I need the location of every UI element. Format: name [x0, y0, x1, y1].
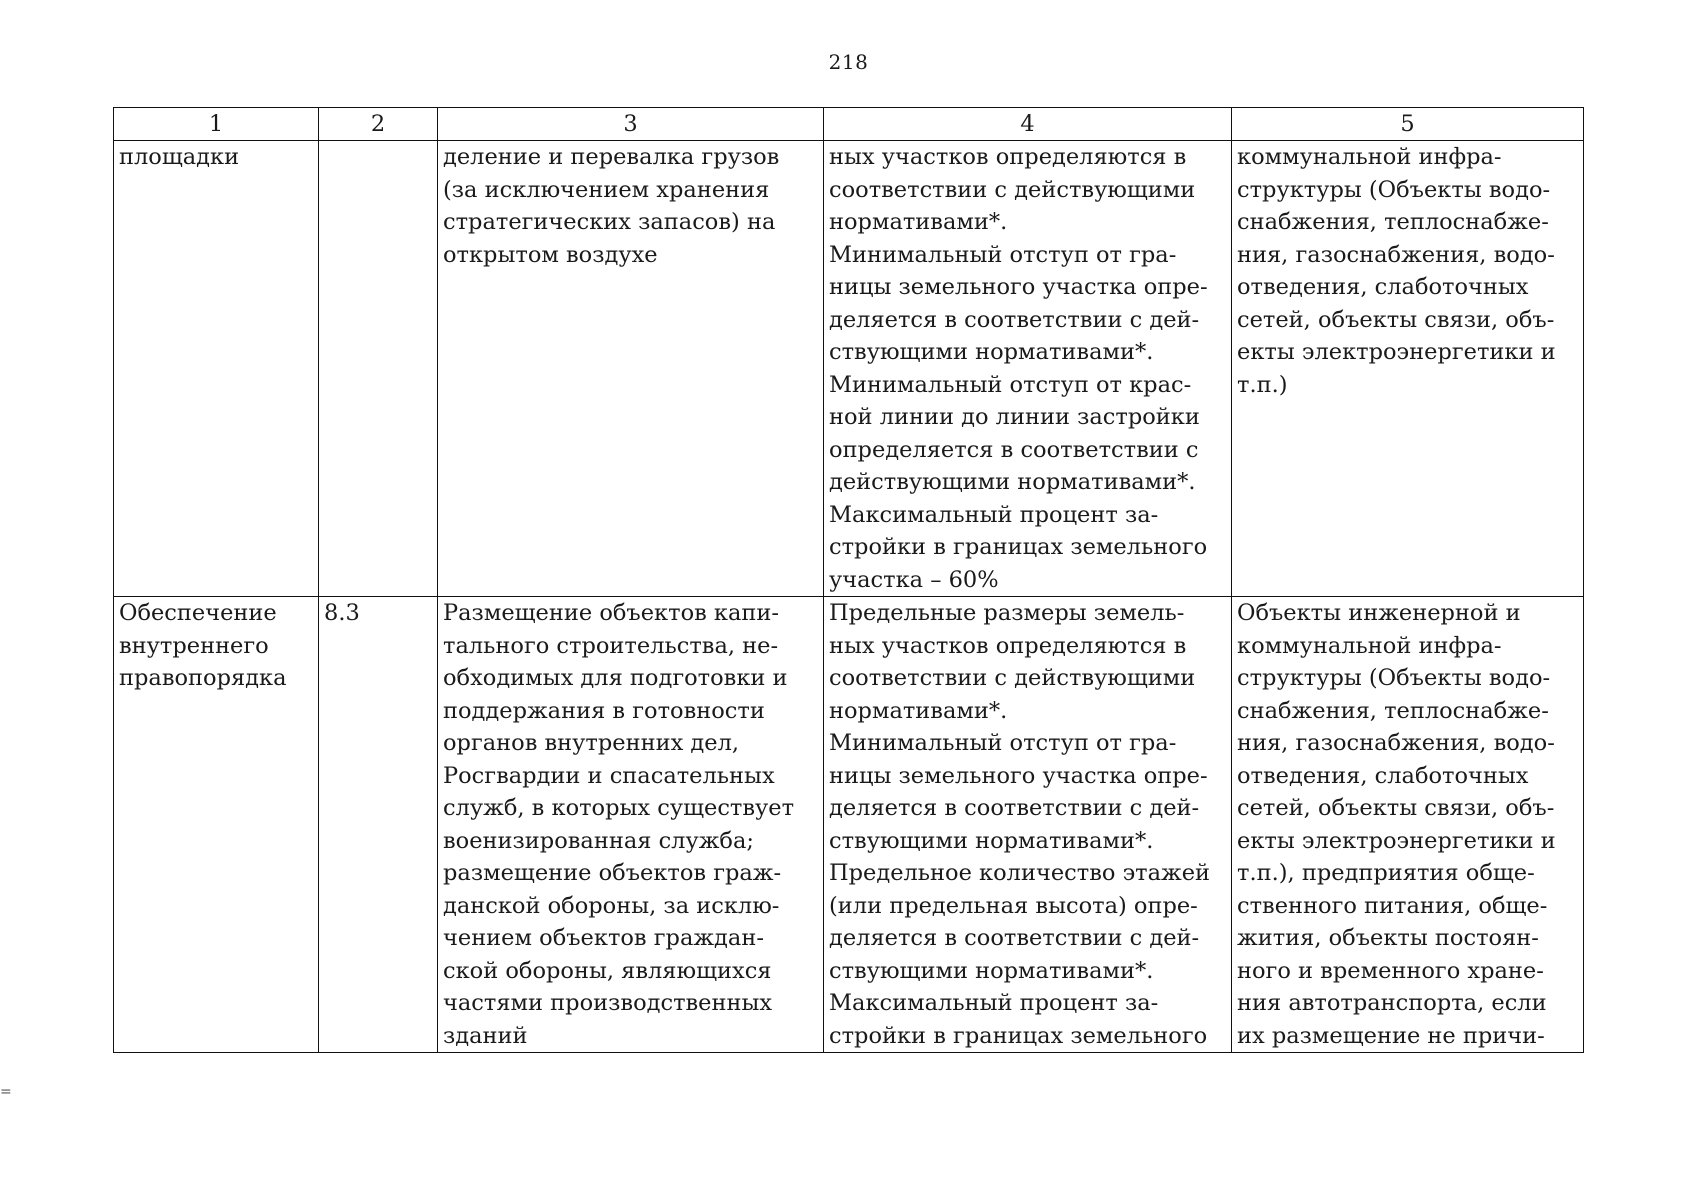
table-row — [114, 597, 1584, 1053]
column-header-3: 3 — [438, 108, 824, 141]
cell-auxiliary-uses: Объекты инженерной и коммунальной инфра- структуры (Объекты водо- снабжения, теплоснабже- ния, газоснабжения, водо- отведения, слаботочных сетей, объекты связи, объ- екты электроэнергетики и т.п.), предприятия обще- ственного питания, обще- жития, объекты постоян- ного и временного хране- ния автотранспорта, если их размещение не причи- — [1232, 597, 1584, 1053]
table-row — [114, 141, 1584, 597]
page-number: 218 — [828, 50, 869, 74]
left-margin-mark: = — [0, 1084, 12, 1100]
cell-land-use-name: Обеспечение внутреннего правопорядка — [114, 597, 319, 1053]
column-header-4: 4 — [824, 108, 1232, 141]
cell-code — [319, 141, 438, 597]
column-header-1: 1 — [114, 108, 319, 141]
cell-description: деление и перевалка грузов (за исключением хранения стратегических запасов) на открытом воздухе — [438, 141, 824, 597]
column-header-5: 5 — [1232, 108, 1584, 141]
cell-land-use-name: площадки — [114, 141, 319, 597]
cell-code: 8.3 — [319, 597, 438, 1053]
table-header — [114, 108, 1584, 141]
header-row — [114, 108, 1584, 141]
cell-parameters: Предельные размеры земель- ных участков определяются в соответствии с действующими нормативами*. Минимальный отступ от гра- ницы земельного участка опре- деляется в соответствии с дей- ствующими нормативами*. Предельное количество этажей (или предельная высота) опре- деляется в соответствии с дей- ствующими нормативами*. Максимальный процент за- стройки в границах земельного — [824, 597, 1232, 1053]
table-body — [114, 141, 1584, 1053]
cell-parameters: ных участков определяются в соответствии с действующими нормативами*. Минимальный отступ от гра- ницы земельного участка опре- деляется в соответствии с дей- ствующими нормативами*. Минимальный отступ от крас- ной линии до линии застройки определяется в соответствии с действующими нормативами*. Максимальный процент за- стройки в границах земельного участка – 60% — [824, 141, 1232, 597]
regulations-table — [113, 107, 1584, 1053]
column-header-2: 2 — [319, 108, 438, 141]
cell-description: Размещение объектов капи- тального строительства, не- обходимых для подготовки и поддержания в готовности органов внутренних дел, Росгвардии и спасательных служб, в которых существует военизированная служба; размещение объектов граж- данской обороны, за исклю- чением объектов граждан- ской обороны, являющихся частями производственных зданий — [438, 597, 824, 1053]
cell-auxiliary-uses: коммунальной инфра- структуры (Объекты водо- снабжения, теплоснабже- ния, газоснабжения, водо- отведения, слаботочных сетей, объекты связи, объ- екты электроэнергетики и т.п.) — [1232, 141, 1584, 597]
